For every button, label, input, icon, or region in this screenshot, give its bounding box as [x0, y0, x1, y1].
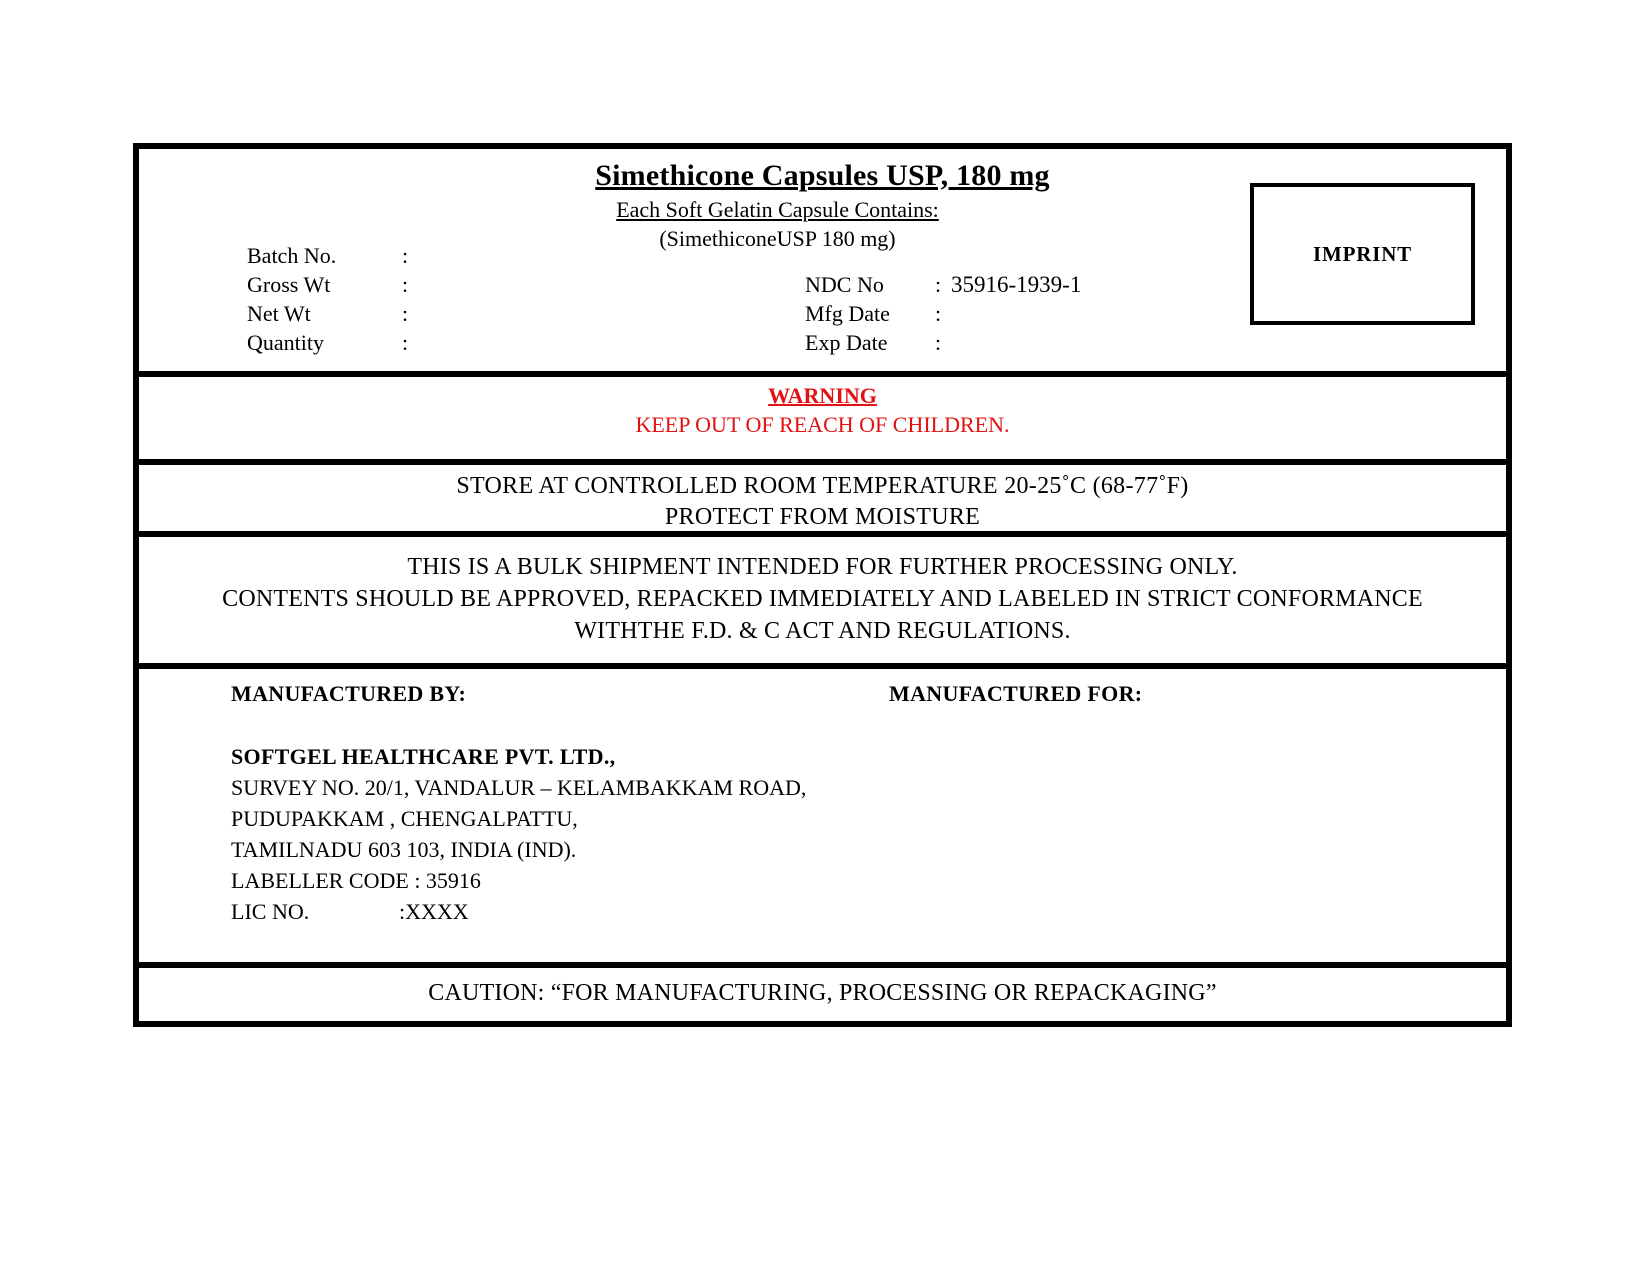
imprint-box — [1250, 183, 1475, 325]
exp-date-row — [805, 328, 1081, 357]
net-wt-label: Net Wt — [247, 301, 311, 326]
mfg-date-label: Mfg Date — [805, 301, 890, 326]
quantity-row — [247, 328, 418, 357]
warning-heading: WARNING — [768, 383, 877, 408]
manufacturer-company: SOFTGEL HEALTHCARE PVT. LTD., — [231, 744, 616, 769]
mfg-date-row — [805, 299, 1081, 328]
drug-label — [133, 143, 1512, 1027]
gross-wt-label: Gross Wt — [247, 272, 331, 297]
lic-no-label: LIC NO. — [231, 899, 310, 924]
ndc-row — [805, 270, 1081, 299]
manufacturer-address-block — [231, 741, 806, 927]
lic-no-value: :XXXX — [399, 899, 469, 924]
quantity-label: Quantity — [247, 330, 324, 355]
exp-date-colon: : — [935, 330, 942, 355]
storage-line-2: PROTECT FROM MOISTURE — [664, 504, 981, 530]
address-line: TAMILNADU 603 103, INDIA (IND). — [231, 837, 577, 862]
lic-no-row — [231, 896, 806, 927]
ndc-value: 35916-1939-1 — [951, 272, 1082, 297]
caution-section — [139, 968, 1506, 1021]
manufactured-for-heading: MANUFACTURED FOR: — [889, 681, 1143, 706]
storage-section — [139, 465, 1506, 537]
storage-line-1: STORE AT CONTROLLED ROOM TEMPERATURE 20-25˚C (68-77˚F) — [456, 473, 1189, 499]
mfg-date-colon: : — [935, 301, 942, 326]
header-section — [139, 149, 1506, 377]
composition-text: (SimethiconeUSP 180 mg) — [659, 226, 896, 251]
address-line: SURVEY NO. 20/1, VANDALUR – KELAMBAKKAM ROAD, — [231, 775, 807, 800]
exp-date-label: Exp Date — [805, 330, 888, 355]
labeller-code-line: LABELLER CODE : 35916 — [231, 868, 481, 893]
address-line: PUDUPAKKAM , CHENGALPATTU, — [231, 806, 578, 831]
capsule-contains-text: Each Soft Gelatin Capsule Contains: — [616, 197, 939, 222]
gross-wt-row — [247, 270, 418, 299]
net-wt-row — [247, 299, 418, 328]
batch-fields — [247, 241, 418, 357]
ndc-colon: : — [935, 272, 942, 297]
ndc-label: NDC No — [805, 272, 884, 297]
warning-section — [139, 377, 1506, 465]
imprint-text: IMPRINT — [1313, 241, 1412, 266]
batch-no-row — [247, 241, 418, 270]
quantity-colon: : — [402, 330, 409, 355]
bulk-line-3: WITHTHE F.D. & C ACT AND REGULATIONS. — [574, 618, 1071, 644]
bulk-line-1: THIS IS A BULK SHIPMENT INTENDED FOR FURTHER PROCESSING ONLY. — [407, 554, 1238, 580]
caution-text: CAUTION: “FOR MANUFACTURING, PROCESSING OR REPACKAGING” — [428, 980, 1217, 1006]
batch-no-colon: : — [402, 243, 409, 268]
manufactured-by-heading: MANUFACTURED BY: — [231, 681, 467, 706]
bulk-shipment-section — [139, 537, 1506, 669]
bulk-line-2: CONTENTS SHOULD BE APPROVED, REPACKED IMMEDIATELY AND LABELED IN STRICT CONFORMANCE — [222, 586, 1423, 612]
product-title: Simethicone Capsules USP, 180 mg — [595, 159, 1050, 192]
warning-text: KEEP OUT OF REACH OF CHILDREN. — [635, 412, 1010, 437]
batch-no-label: Batch No. — [247, 243, 337, 268]
ndc-fields — [805, 270, 1081, 357]
manufacturer-section — [139, 669, 1506, 968]
net-wt-colon: : — [402, 301, 409, 326]
gross-wt-colon: : — [402, 272, 409, 297]
